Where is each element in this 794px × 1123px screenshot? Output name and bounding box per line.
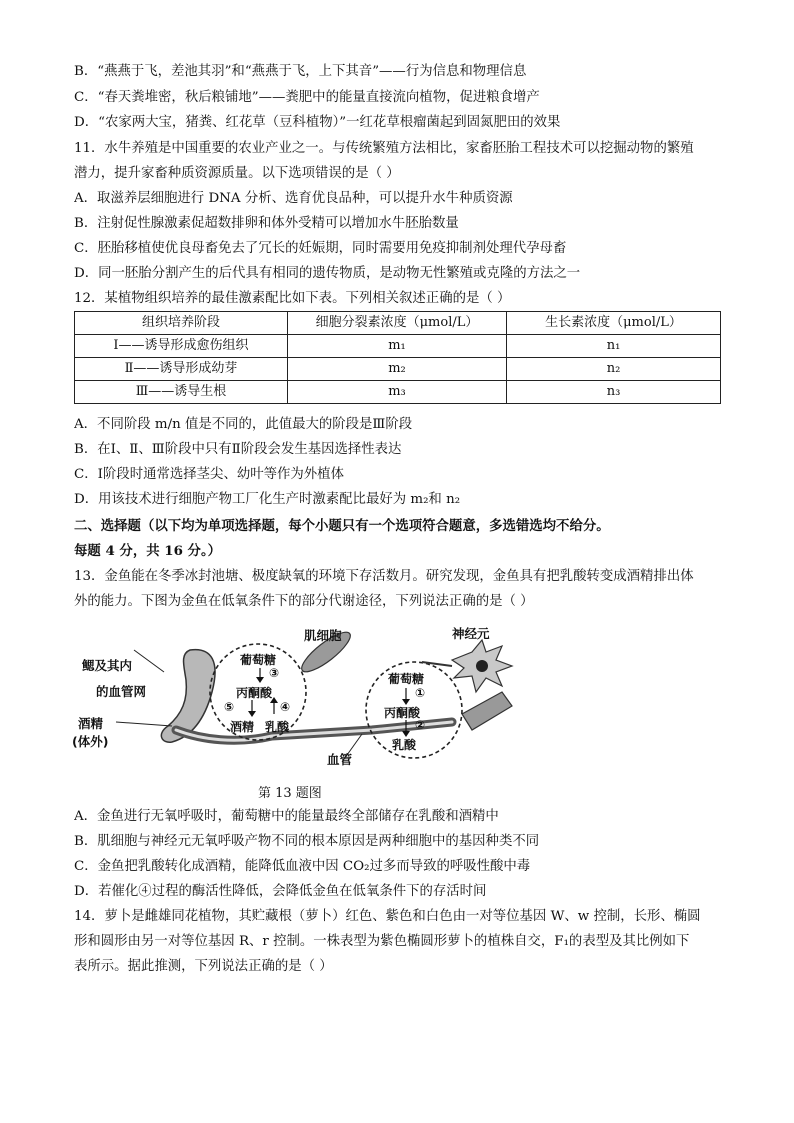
option-13d: D．若催化④过程的酶活性降低，会降低金鱼在低氧条件下的存活时间 [74,884,487,899]
alcohol-pointer [116,722,172,726]
gill-shape [161,650,215,743]
option-12d: D．用该技术进行细胞产物工厂化生产时激素配比最好为 m₂和 n₂ [74,492,461,507]
table-cell: m₁ [288,335,507,358]
label-muscle-cell: 肌细胞 [304,628,342,643]
question-13-line2: 外的能力。下图为金鱼在低氧条件下的部分代谢途径，下列说法正确的是（ ） [74,594,534,609]
section-heading-line1: 二、选择题（以下均为单项选择题，每个小题只有一个选项符合题意，多选错选均不给分。 [74,518,610,534]
option-13b: B．肌细胞与神经元无氧呼吸产物不同的根本原因是两种细胞中的基因种类不同 [74,834,540,849]
figure-caption: 第 13 题图 [258,786,322,801]
right-pyruvate: 丙酮酸 [384,706,421,720]
option-12c: C．Ⅰ阶段时通常选择茎尖、幼叶等作为外植体 [74,467,344,482]
right-lactate: 乳酸 [392,738,417,752]
label-gill-vessels: 的血管网 [96,684,147,699]
option-11c: C．胚胎移植使优良母畜免去了冗长的妊娠期，同时需要用免疫抑制剂处理代孕母畜 [74,241,567,256]
question-13-line1: 13．金鱼能在冬季冰封池塘、极度缺氧的环境下存活数月。研究发现，金鱼具有把乳酸转变成酒精排出体 [74,569,694,584]
table-cell: m₂ [288,358,507,381]
table-row [75,381,721,404]
right-glucose: 葡萄糖 [388,672,425,686]
label-alcohol-out: 酒精 [78,716,104,731]
label-vessel: 血管 [327,752,353,767]
option-12a: A．不同阶段 m/n 值是不同的，此值最大的阶段是Ⅲ阶段 [74,417,413,432]
question-12: 12．某植物组织培养的最佳激素配比如下表。下列相关叙述正确的是（ ） [74,291,511,306]
table-header: 组织培养阶段 [75,312,288,335]
table-cell: m₃ [288,381,507,404]
option-10d: D．“农家两大宝，猪粪、红花草（豆科植物）”一红花草根瘤菌起到固氮肥田的效果 [74,115,561,130]
question-14-line3: 表所示。据此推测，下列说法正确的是（ ） [74,959,333,974]
option-10c: C．“春天粪堆密，秋后粮铺地”——粪肥中的能量直接流向植物，促进粮食增产 [74,90,540,105]
table-header: 细胞分裂素浓度（μmol/L） [288,312,507,335]
question-14-line1: 14．萝卜是雌雄同花植物，其贮藏根（萝卜）红色、紫色和白色由一对等位基因 W、w 控制，长形、椭圆 [74,909,701,924]
neuron-nucleus [476,660,488,672]
option-11a: A．取滋养层细胞进行 DNA 分析、选育优良品种，可以提升水牛种质资源 [74,191,513,206]
metabolism-figure [72,622,532,777]
left-step-3: ③ [269,666,280,680]
table-header: 生长素浓度（μmol/L） [507,312,721,335]
question-11-line2: 潜力，提升家畜种质资源质量。以下选项错误的是（ ） [74,166,400,181]
question-11-line1: 11．水牛养殖是中国重要的农业产业之一。与传统繁殖方法相比，家畜胚胎工程技术可以挖掘动物的繁殖 [74,141,694,156]
question-14-line2: 形和圆形由另一对等位基因 R、r 控制。一株表型为紫色椭圆形萝卜的植株自交，F₁的表型及其比例如下 [74,934,690,949]
table-cell: n₁ [507,335,721,358]
hormone-table [74,311,721,404]
option-12b: B．在Ⅰ、Ⅱ、Ⅲ阶段中只有Ⅱ阶段会发生基因选择性表达 [74,442,402,457]
table-header-row [75,312,721,335]
left-step-5: ⑤ [224,700,235,714]
left-step-4: ④ [280,700,291,714]
option-11b: B．注射促性腺激素促超数排卵和体外受精可以增加水牛胚胎数量 [74,216,459,231]
gill-pointer [134,650,164,672]
table-cell: Ⅰ——诱导形成愈伤组织 [75,335,288,358]
arrow-5-head [248,711,256,717]
table-row [75,358,721,381]
option-11d: D．同一胚胎分割产生的后代具有相同的遗传物质，是动物无性繁殖或克隆的方法之一 [74,266,581,281]
vessel-end [462,692,512,730]
right-step-1: ① [415,686,426,700]
section-heading-line2: 每题 4 分，共 16 分。） [74,543,222,559]
label-outside: (体外) [72,734,109,749]
label-neuron: 神经元 [452,626,490,641]
table-cell: n₂ [507,358,721,381]
table-cell: Ⅱ——诱导形成幼芽 [75,358,288,381]
table-row [75,335,721,358]
option-13c: C．金鱼把乳酸转化成酒精，能降低血液中因 CO₂过多而导致的呼吸性酸中毒 [74,859,531,874]
left-glucose: 葡萄糖 [240,653,277,667]
left-lactate: 乳酸 [265,720,290,734]
option-10b: B．“燕燕于飞，差池其羽”和“燕燕于飞，上下其音”——行为信息和物理信息 [74,64,527,79]
left-pyruvate: 丙酮酸 [236,686,273,700]
right-step-2: ② [415,718,426,732]
option-13a: A．金鱼进行无氧呼吸时，葡萄糖中的能量最终全部储存在乳酸和酒精中 [74,809,499,824]
table-cell: Ⅲ——诱导生根 [75,381,288,404]
table-cell: n₃ [507,381,721,404]
left-alcohol: 酒精 [230,720,255,734]
label-gill: 鳃及其内 [82,658,133,673]
arrow-3-head [256,677,264,683]
